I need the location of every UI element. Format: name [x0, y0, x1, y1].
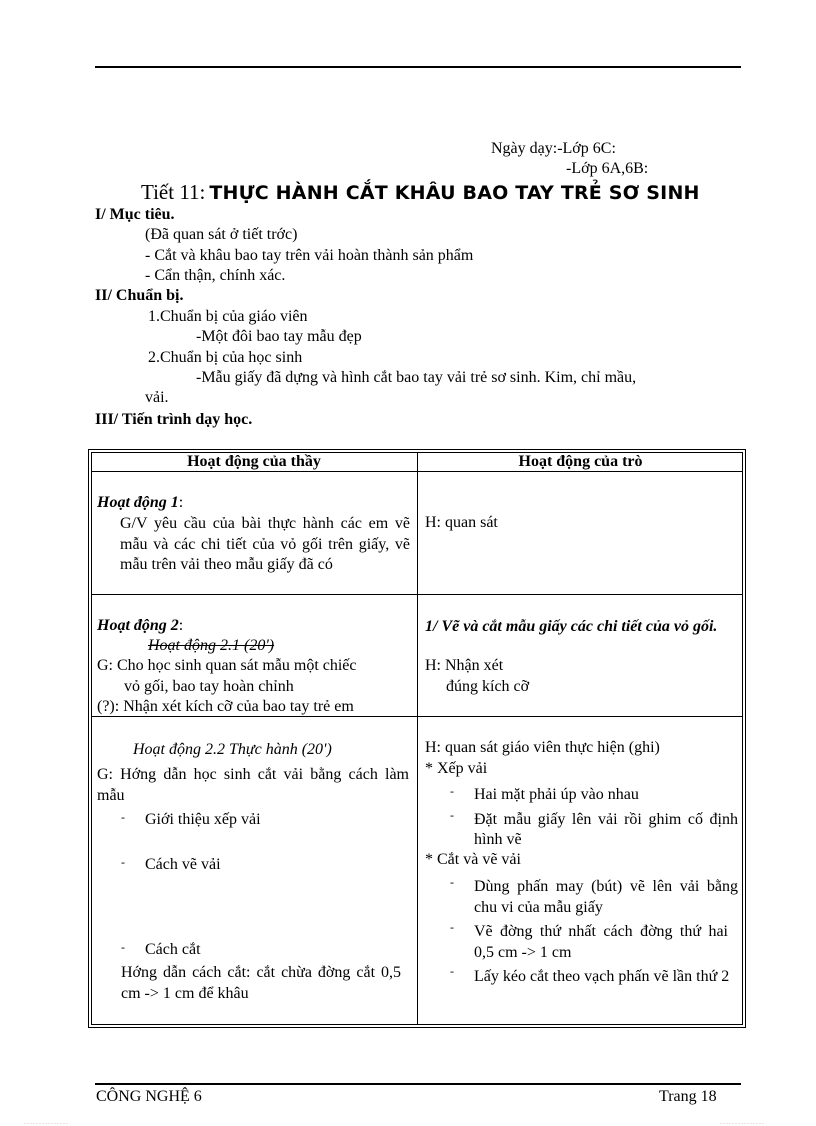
activity-2-line-1: G: Cho học sinh quan sát mẫu một chiếc	[97, 657, 357, 674]
table-column-divider	[417, 452, 418, 1025]
objective-line-1: (Đã quan sát ở tiết trớc)	[145, 226, 298, 243]
bullet-dash: -	[450, 784, 454, 798]
teacher-item-cut: Cách cắt	[145, 941, 201, 958]
title-prefix: Tiết 11:	[141, 180, 206, 204]
teacher-cut-guide: Hớng dẫn cách cắt: cắt chừa đờng cắt 0,5 cm -> 1 cm để khâu	[121, 964, 401, 1002]
activity-2-line-2: vỏ gối, bao tay hoàn chỉnh	[124, 678, 294, 695]
date-line-2: -Lớp 6A,6B:	[566, 160, 649, 177]
section-objectives-heading: I/ Mục tiêu.	[95, 206, 175, 223]
student-prep-label: 2.Chuẩn bị của học sinh	[148, 349, 303, 366]
table-header-divider	[91, 471, 743, 472]
activity-2-student-line-1: H: Nhận xét	[425, 657, 504, 674]
col-header-student: Hoạt động của trò	[518, 453, 643, 470]
bullet-dash: -	[450, 875, 454, 889]
student-cut-item-1: Dùng phấn may (bút) vẽ lên vải bằng chu vi của mẫu giấy	[474, 878, 738, 916]
student-cut-heading: * Cắt và vẽ vải	[425, 851, 521, 868]
title-main: THỰC HÀNH CẮT KHÂU BAO TAY TRẺ SƠ SINH	[209, 182, 700, 204]
header-rule	[95, 66, 741, 68]
page-title	[141, 180, 700, 205]
objective-line-2: - Cắt và khâu bao tay trên vải hoàn thành sản phẩm	[145, 247, 474, 264]
student-fold-item-2: Đặt mẫu giấy lên vải rồi ghim cố định hình vẽ	[474, 811, 738, 848]
footer-dots-left: ...............	[24, 1117, 69, 1126]
teacher-prep-item: -Một đôi bao tay mẫu đẹp	[196, 328, 362, 345]
student-fold-item-1: Hai mặt phải úp vào nhau	[474, 786, 639, 803]
activity-1-teacher-text: G/V yêu cầu của bài thực hành các em vẽ mẫu và các chi tiết của vỏ gối trên giấy, vẽ mẫu trên vải theo mẫu giấy đã có	[120, 515, 410, 573]
activity-1-title: Hoạt động 1:	[97, 494, 184, 511]
student-cut-item-2: Vẽ đờng thứ nhất cách đờng thứ hai 0,5 cm -> 1 cm	[474, 923, 728, 961]
teacher-prep-label: 1.Chuẩn bị của giáo viên	[148, 308, 308, 325]
activity-2-student-title: 1/ Vẽ và cắt mẫu giấy các chi tiết của vỏ gối.	[425, 618, 718, 635]
activity-2-line-3: (?): Nhận xét kích cỡ của bao tay trẻ em	[97, 698, 354, 715]
bullet-dash: -	[450, 920, 454, 934]
activity-2-2-guide: G: Hớng dẫn học sinh cắt vải bằng cách làm mẫu	[97, 766, 409, 804]
bullet-dash: -	[121, 940, 125, 954]
activity-2-2-title: Hoạt động 2.2 Thực hành (20')	[133, 741, 332, 758]
bullet-dash: -	[121, 855, 125, 869]
table-row1-divider	[91, 594, 743, 595]
objective-line-3: - Cẩn thận, chính xác.	[145, 267, 286, 284]
footer-rule	[95, 1083, 741, 1085]
student-fold-heading: * Xếp vải	[425, 760, 488, 777]
date-line-1: Ngày dạy:-Lớp 6C:	[491, 140, 616, 157]
teacher-item-fold: Giới thiệu xếp vải	[145, 811, 261, 828]
teacher-item-draw: Cách vẽ vải	[145, 856, 221, 873]
footer-page-number: Trang 18	[659, 1088, 717, 1105]
activity-1-student-text: H: quan sát	[425, 514, 498, 531]
activity-2-student-line-2: đúng kích cỡ	[446, 678, 530, 695]
student-cut-item-3: Lấy kéo cắt theo vạch phấn vẽ lần thứ 2	[474, 968, 730, 985]
footer-subject: CÔNG NGHỆ 6	[96, 1088, 202, 1105]
table-row2-divider	[91, 716, 743, 717]
footer-dots-right: ...............	[720, 1117, 765, 1126]
bullet-dash: -	[450, 964, 454, 978]
section-preparation-heading: II/ Chuẩn bị.	[95, 287, 184, 304]
bullet-dash: -	[450, 808, 454, 822]
section-process-heading: III/ Tiến trình dạy học.	[95, 411, 253, 428]
col-header-teacher: Hoạt động của thầy	[187, 453, 321, 470]
student-observe-line: H: quan sát giáo viên thực hiện (ghi)	[425, 739, 660, 756]
student-prep-item-cont: vải.	[145, 389, 169, 406]
activity-2-1-title: Hoạt động 2.1 (20')	[148, 637, 275, 654]
activity-2-title: Hoạt động 2:	[97, 617, 184, 634]
bullet-dash: -	[121, 810, 125, 824]
student-prep-item: -Mẫu giấy đã dựng và hình cắt bao tay vải trẻ sơ sinh. Kim, chỉ mầu,	[196, 369, 637, 386]
